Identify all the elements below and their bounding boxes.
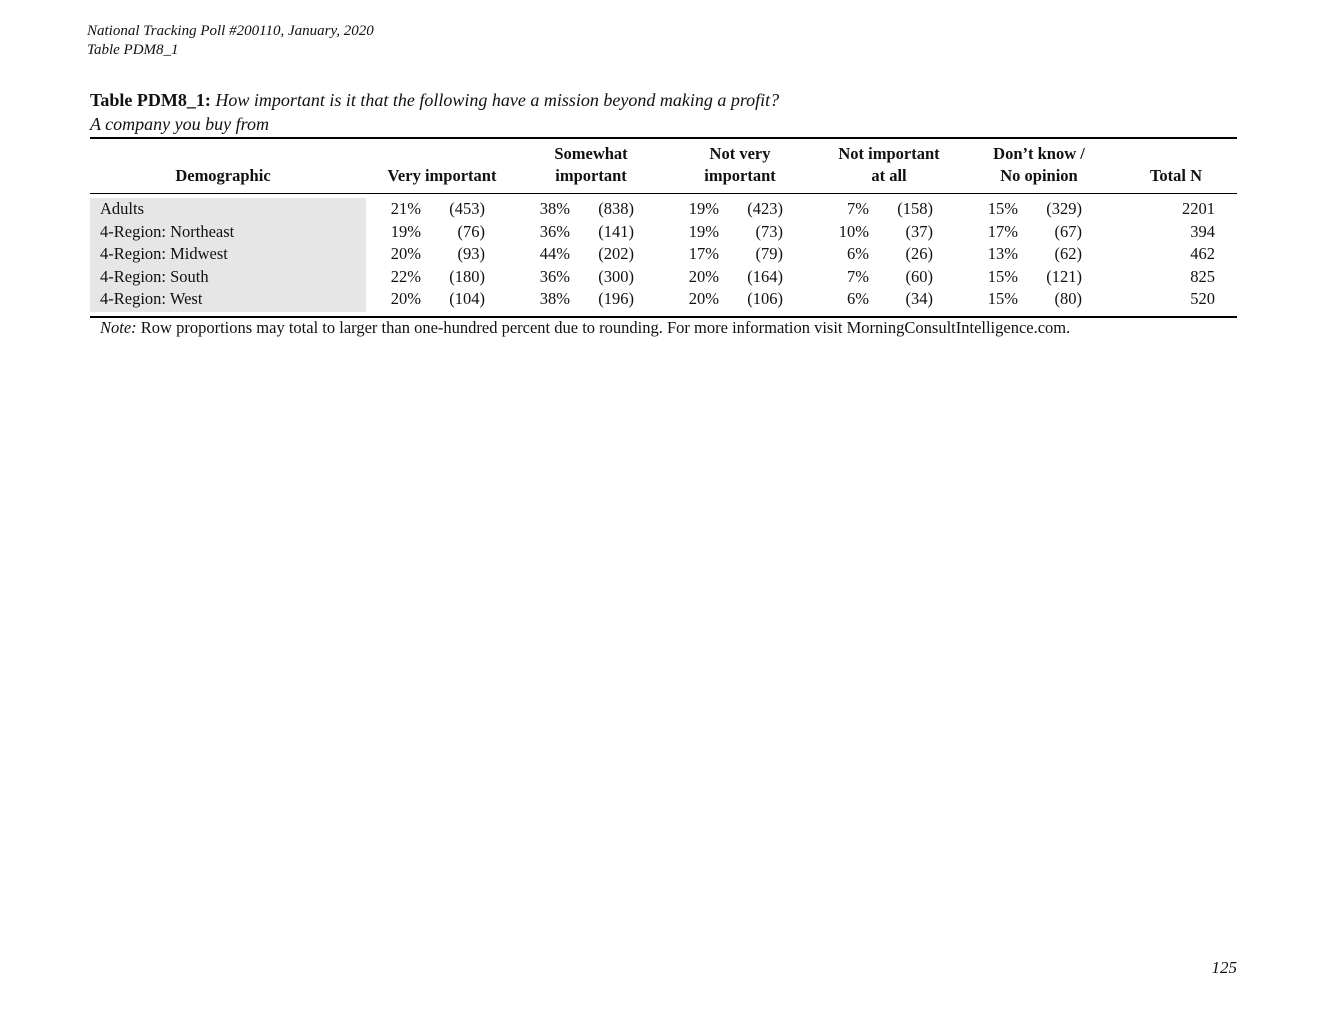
count-cell: (121): [1046, 266, 1082, 286]
count-cell: (453): [449, 199, 485, 218]
percent-cell: 21%: [390, 199, 421, 218]
percent-cell: 6%: [847, 289, 869, 308]
percent-cell: 7%: [847, 266, 869, 286]
count-cell: (80): [1054, 289, 1082, 308]
table-id: Table PDM8_1: [87, 42, 179, 58]
row-label: 4-Region: Northeast: [100, 221, 235, 241]
col-header-line: Not important: [838, 144, 940, 163]
page-header: [87, 22, 374, 60]
page-number: 125: [1211, 958, 1237, 977]
note-text: Row proportions may total to larger than one-hundred percent due to rounding. For more information visit MorningConsultIntelligence.com.: [140, 318, 1071, 337]
table-label: Table PDM8_1:: [90, 90, 211, 110]
percent-cell: 15%: [987, 199, 1018, 218]
percent-cell: 38%: [539, 289, 570, 308]
count-cell: (73): [755, 221, 783, 241]
count-cell: (26): [905, 244, 933, 263]
count-cell: (37): [905, 221, 933, 241]
col-header-somewhat-important: [525, 143, 657, 187]
percent-cell: 7%: [847, 199, 869, 218]
table-note: [100, 317, 1070, 339]
percent-cell: 36%: [539, 221, 570, 241]
col-header-line: important: [704, 166, 776, 185]
percent-cell: 44%: [539, 244, 570, 263]
header-rule: [90, 193, 1237, 194]
percent-cell: 38%: [539, 199, 570, 218]
col-header-total: Total N: [1149, 166, 1203, 185]
col-header-line: Somewhat: [554, 144, 628, 163]
table-top-rule: [90, 137, 1237, 139]
percent-cell: 15%: [987, 266, 1018, 286]
count-cell: (141): [598, 221, 634, 241]
count-cell: (76): [457, 221, 485, 241]
count-cell: (79): [755, 244, 783, 263]
total-n-cell: 520: [1190, 289, 1215, 308]
percent-cell: 17%: [987, 221, 1018, 241]
col-header-line: No opinion: [1000, 166, 1078, 185]
count-cell: (60): [905, 266, 933, 286]
count-cell: (180): [449, 266, 485, 286]
count-cell: (300): [598, 266, 634, 286]
col-header-line: Don’t know /: [993, 144, 1085, 163]
percent-cell: 20%: [688, 266, 719, 286]
table-question: How important is it that the following have a mission beyond making a profit?: [215, 90, 780, 110]
row-label: Adults: [100, 199, 145, 218]
count-cell: (106): [747, 289, 783, 308]
count-cell: (34): [905, 289, 933, 308]
col-header-line: at all: [871, 166, 907, 185]
percent-cell: 20%: [688, 289, 719, 308]
total-n-cell: 2201: [1182, 199, 1215, 218]
total-n-cell: 394: [1190, 221, 1215, 241]
count-cell: (93): [457, 244, 485, 263]
percent-cell: 20%: [390, 289, 421, 308]
row-label: 4-Region: South: [100, 266, 209, 286]
col-header-line: Not very: [709, 144, 771, 163]
percent-cell: 10%: [838, 221, 869, 241]
col-header-not-very-important: [674, 143, 806, 187]
row-label: 4-Region: Midwest: [100, 244, 228, 263]
percent-cell: 19%: [688, 221, 719, 241]
count-cell: (196): [598, 289, 634, 308]
count-cell: (67): [1054, 221, 1082, 241]
count-cell: (62): [1054, 244, 1082, 263]
percent-cell: 13%: [987, 244, 1018, 263]
count-cell: (838): [598, 199, 634, 218]
note-label: Note:: [100, 318, 137, 337]
percent-cell: 36%: [539, 266, 570, 286]
col-header-line: important: [555, 166, 627, 185]
count-cell: (202): [598, 244, 634, 263]
count-cell: (104): [449, 289, 485, 308]
count-cell: (423): [747, 199, 783, 218]
count-cell: (329): [1046, 199, 1082, 218]
col-header-not-important: [814, 143, 964, 187]
percent-cell: 15%: [987, 289, 1018, 308]
percent-cell: 20%: [390, 244, 421, 263]
col-header-dont-know: [968, 143, 1110, 187]
percent-cell: 17%: [688, 244, 719, 263]
total-n-cell: 825: [1190, 266, 1215, 286]
percent-cell: 22%: [390, 266, 421, 286]
col-header-very-important: Very important: [387, 166, 497, 185]
table-subtitle: A company you buy from: [90, 114, 269, 134]
count-cell: (158): [897, 199, 933, 218]
row-label: 4-Region: West: [100, 289, 203, 308]
percent-cell: 19%: [688, 199, 719, 218]
percent-cell: 19%: [390, 221, 421, 241]
count-cell: (164): [747, 266, 783, 286]
table-title: [90, 88, 779, 136]
percent-cell: 6%: [847, 244, 869, 263]
total-n-cell: 462: [1190, 244, 1215, 263]
poll-title: National Tracking Poll #200110, January, 2020: [87, 23, 374, 39]
col-header-demographic: Demographic: [175, 166, 271, 185]
